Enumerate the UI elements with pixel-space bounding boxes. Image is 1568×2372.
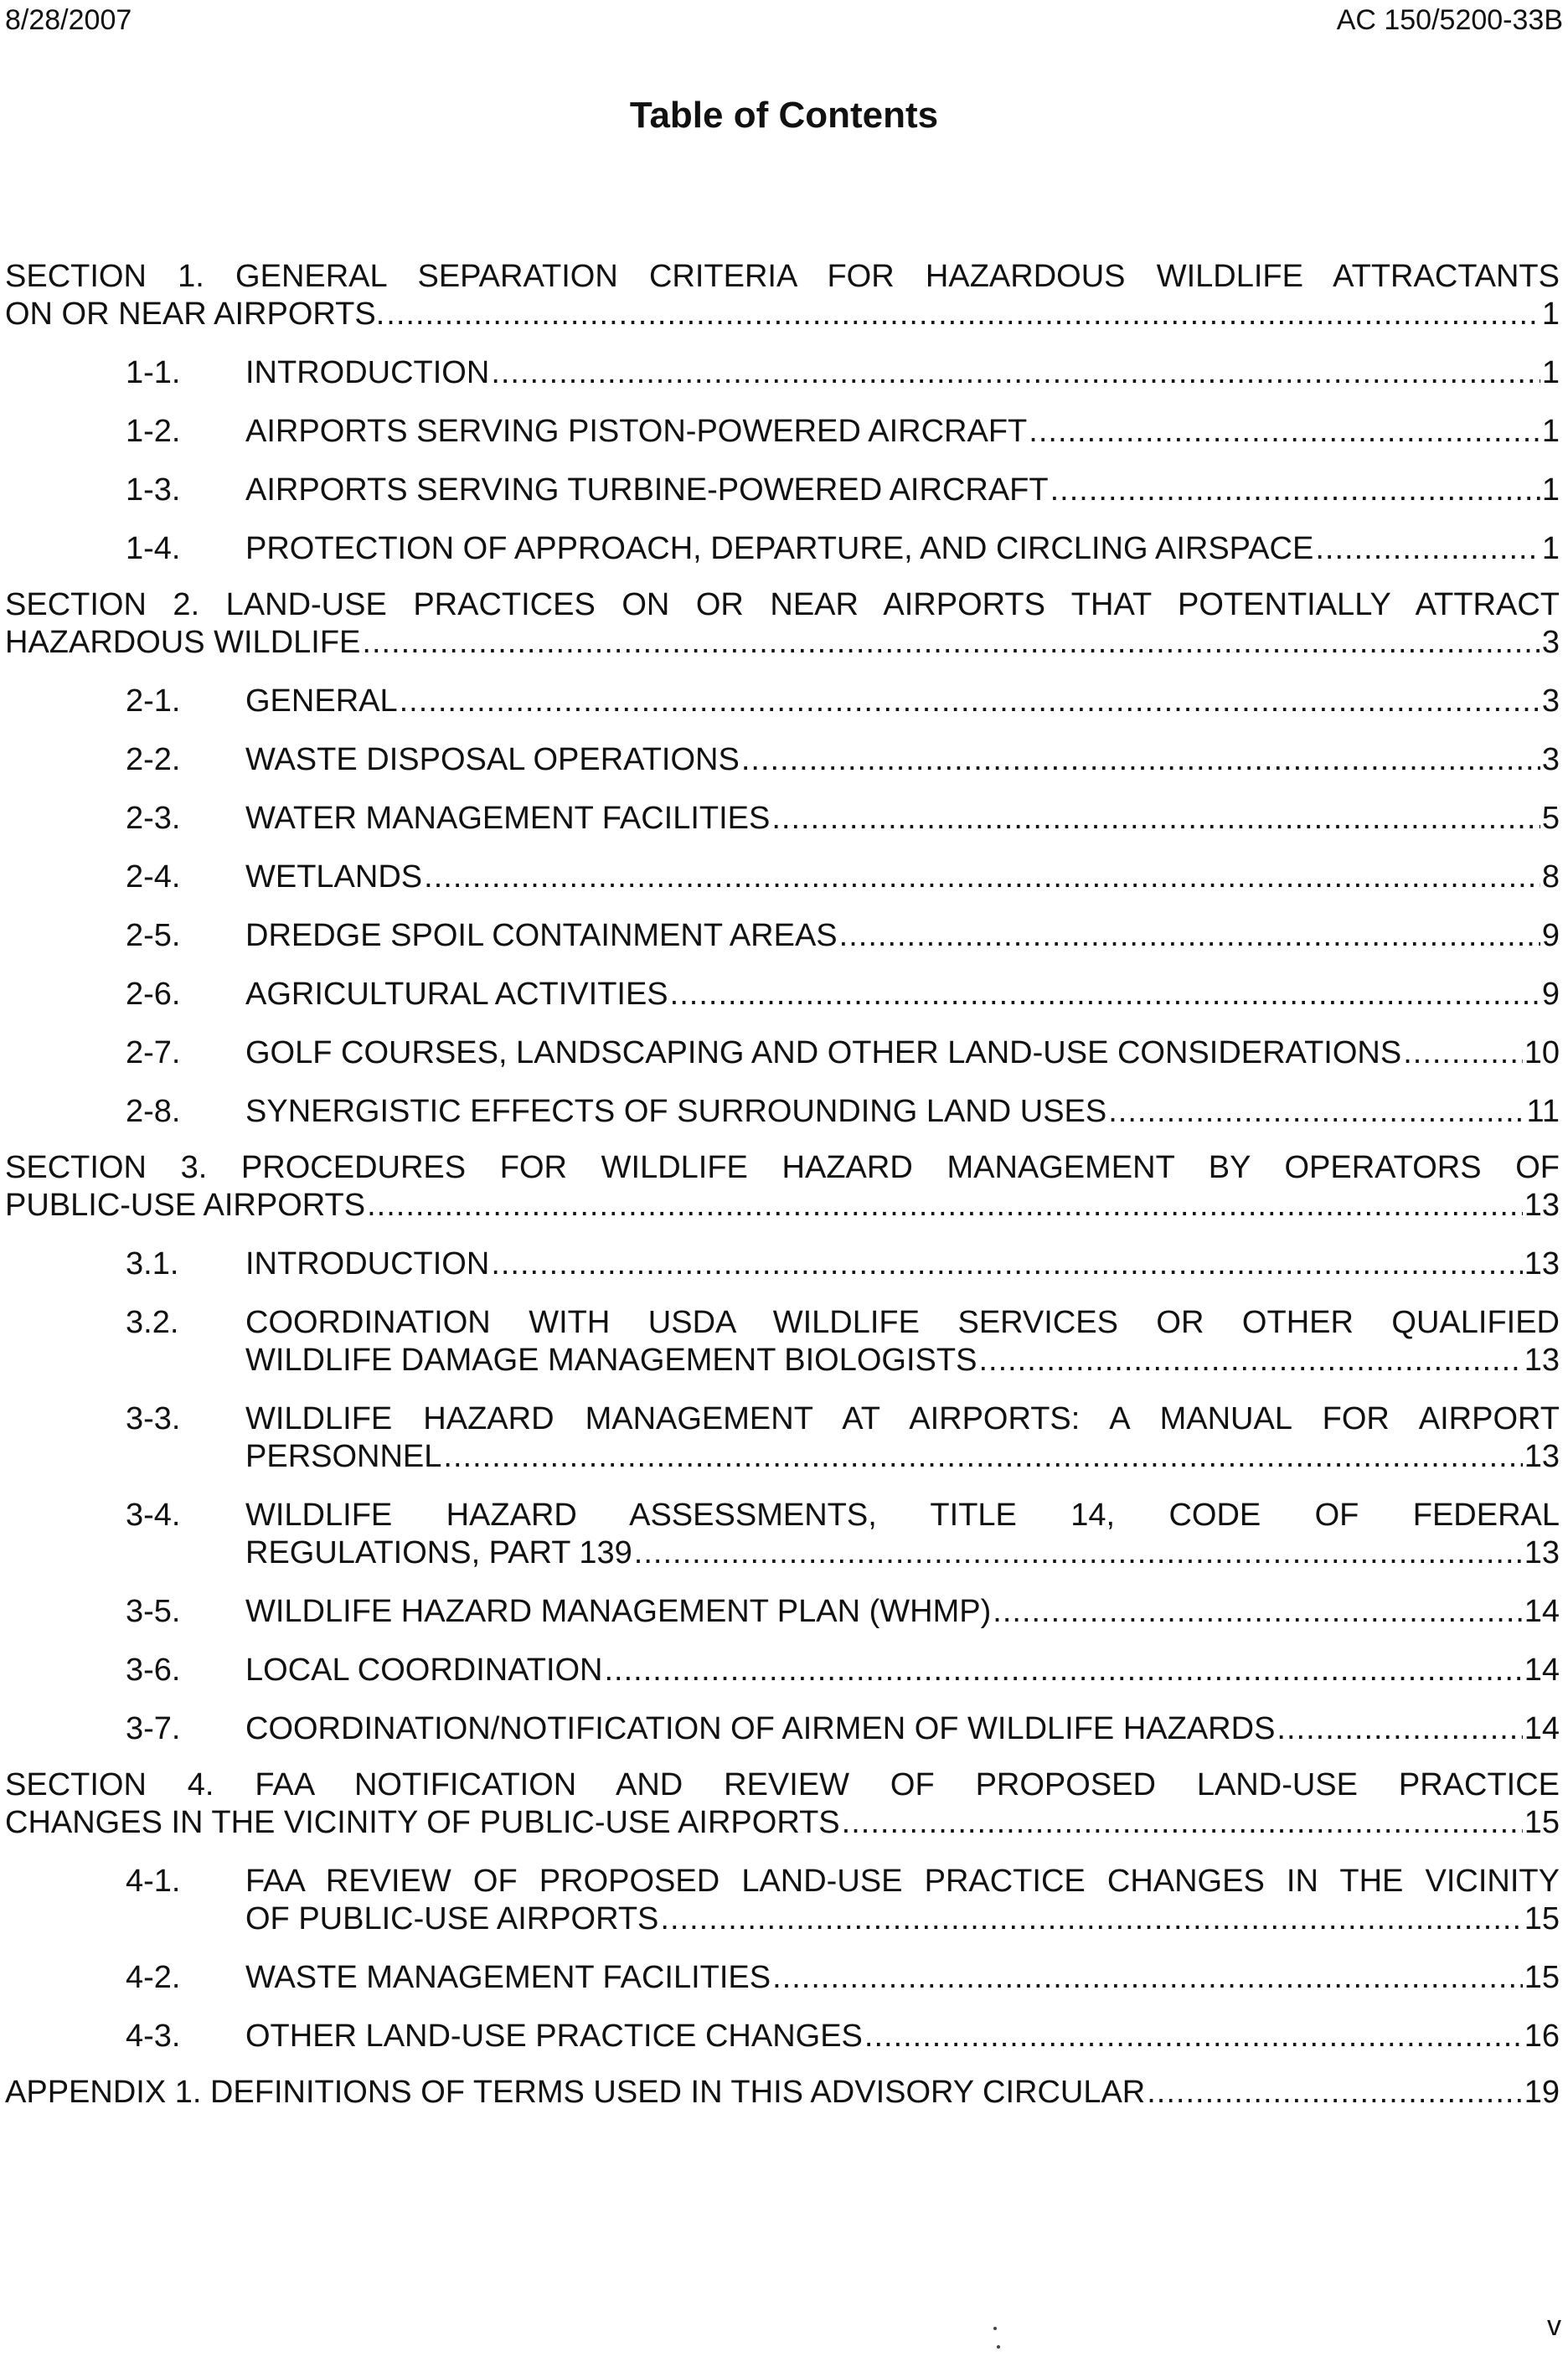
page-ref: 13: [1524, 1246, 1560, 1281]
entry-body: [245, 1863, 1560, 1938]
dot-leader: [1108, 1093, 1524, 1131]
entry-number: 2-7.: [126, 1035, 181, 1070]
toc-section[interactable]: [5, 2074, 1560, 2112]
entry-number: 2-5.: [126, 918, 181, 953]
entry-title-line: WILDLIFE HAZARD ASSESSMENTS, TITLE 14, CODE OF FEDERAL: [245, 1498, 1560, 1533]
page-ref: 15: [1524, 1805, 1560, 1840]
dot-leader: [491, 1245, 1522, 1283]
entry-number: 2-1.: [126, 683, 181, 719]
entry-body: [245, 1304, 1560, 1379]
entry-number: 1-3.: [126, 472, 181, 508]
toc-entry[interactable]: [5, 413, 1560, 451]
page-ref: 1: [1541, 355, 1560, 390]
entry-body: [245, 1245, 1560, 1283]
entry-title-line: [245, 1438, 1560, 1476]
section-title-text: APPENDIX 1. DEFINITIONS OF TERMS USED IN THIS ADVISORY CIRCULAR: [5, 2075, 1146, 2110]
dot-leader: [400, 683, 1540, 720]
section-title-text: PUBLIC-USE AIRPORTS: [5, 1188, 366, 1223]
entry-body: [245, 1959, 1560, 1997]
entry-title-line: [245, 1959, 1560, 1997]
entry-title-line: [245, 1534, 1560, 1572]
entry-title-text: GOLF COURSES, LANDSCAPING AND OTHER LAND-USE CONSIDERATIONS: [245, 1035, 1402, 1070]
entry-title-text: PERSONNEL: [245, 1439, 442, 1474]
entry-title-line: [245, 741, 1560, 779]
section-title-line: SECTION 2. LAND-USE PRACTICES ON OR NEAR AIRPORTS THAT POTENTIALLY ATTRACT: [5, 587, 1560, 622]
section-title-text: ON OR NEAR AIRPORTS.: [5, 296, 385, 332]
toc-entry[interactable]: [5, 1710, 1560, 1748]
entry-title-line: [245, 413, 1560, 451]
toc-entry[interactable]: [5, 1400, 1560, 1476]
dot-leader: [605, 1652, 1523, 1689]
section-title-text: HAZARDOUS WILDLIFE: [5, 625, 361, 660]
entry-title-line: [245, 530, 1560, 568]
entry-title-line: [245, 472, 1560, 509]
entry-title-line: [245, 1245, 1560, 1283]
toc-entry[interactable]: [5, 472, 1560, 509]
dot-leader: [1403, 1034, 1523, 1072]
entry-title-line: [245, 354, 1560, 392]
dot-leader: [634, 1534, 1523, 1572]
entry-title-line: [245, 1593, 1560, 1631]
entry-title-text: GENERAL: [245, 683, 398, 719]
dot-leader: [772, 1959, 1523, 1997]
toc-section[interactable]: [5, 1149, 1560, 1748]
toc-entry[interactable]: [5, 354, 1560, 392]
toc-entry[interactable]: [5, 741, 1560, 779]
toc-entry[interactable]: [5, 683, 1560, 720]
page-ref: 13: [1524, 1188, 1560, 1223]
entry-number: 2-3.: [126, 801, 181, 836]
dot-leader: [491, 354, 1540, 392]
toc-entry[interactable]: [5, 1959, 1560, 1997]
entry-title-text: INTRODUCTION: [245, 355, 490, 390]
entry-title-line: [245, 1710, 1560, 1748]
dot-leader: [670, 976, 1540, 1013]
page-ref: 5: [1541, 801, 1560, 836]
dot-leader: [367, 1187, 1523, 1225]
entry-body: [245, 1593, 1560, 1631]
entry-body: [245, 354, 1560, 392]
dot-leader: [1147, 2074, 1522, 2112]
toc-section[interactable]: [5, 1766, 1560, 2055]
page-ref: 11: [1526, 1094, 1560, 1129]
entry-number: 4-3.: [126, 2019, 181, 2054]
entry-title-line: FAA REVIEW OF PROPOSED LAND-USE PRACTICE CHANGES IN THE VICINITY: [245, 1864, 1560, 1899]
entry-title-line: [245, 1093, 1560, 1131]
entry-number: 1-1.: [126, 355, 181, 390]
entry-title-text: LOCAL COORDINATION: [245, 1653, 603, 1688]
page-ref: 14: [1524, 1653, 1560, 1688]
page-ref: 1: [1541, 414, 1560, 449]
dot-leader: [660, 1900, 1522, 1938]
page-ref: 1: [1541, 531, 1560, 566]
entry-title-line: [245, 1652, 1560, 1689]
page-ref: 3: [1541, 625, 1560, 660]
entry-title-text: WETLANDS: [245, 859, 423, 895]
dot-leader: [1315, 530, 1540, 568]
entry-title-line: [245, 859, 1560, 896]
dot-leader: [993, 1593, 1522, 1631]
dot-leader: [842, 1804, 1523, 1842]
entry-number: 4-2.: [126, 1960, 181, 1995]
section-title-line: SECTION 3. PROCEDURES FOR WILDLIFE HAZARD MANAGEMENT BY OPERATORS OF: [5, 1150, 1560, 1185]
toc-entry[interactable]: [5, 859, 1560, 896]
page-ref: 9: [1541, 977, 1560, 1012]
toc-entry[interactable]: [5, 1093, 1560, 1131]
entry-title-text: WILDLIFE HAZARD MANAGEMENT PLAN (WHMP): [245, 1594, 992, 1629]
page-ref: 15: [1524, 1960, 1560, 1995]
entry-title-line: [245, 1342, 1560, 1379]
header-date: 8/28/2007: [5, 4, 132, 36]
entry-title-text: OF PUBLIC-USE AIRPORTS: [245, 1901, 659, 1936]
entry-number: 1-4.: [126, 531, 181, 566]
toc-section[interactable]: [5, 586, 1560, 1131]
entry-title-text: COORDINATION/NOTIFICATION OF AIRMEN OF WILDLIFE HAZARDS: [245, 1711, 1276, 1746]
dot-leader: [443, 1438, 1522, 1476]
section-title-line: SECTION 1. GENERAL SEPARATION CRITERIA FOR HAZARDOUS WILDLIFE ATTRACTANTS: [5, 259, 1560, 294]
entry-number: 3.1.: [126, 1246, 179, 1281]
entry-title-text: SYNERGISTIC EFFECTS OF SURROUNDING LAND USES: [245, 1094, 1107, 1129]
dot-leader: [864, 2018, 1523, 2055]
table-of-contents: [5, 258, 1560, 2112]
entry-title-line: [245, 976, 1560, 1013]
entry-title-line: [245, 800, 1560, 838]
toc-entry[interactable]: [5, 1593, 1560, 1631]
entry-body: [245, 1652, 1560, 1689]
toc-section[interactable]: [5, 258, 1560, 568]
entry-number: 2-4.: [126, 859, 181, 895]
section-title-line: [5, 1804, 1560, 1842]
toc-entry[interactable]: [5, 800, 1560, 838]
toc-entry[interactable]: [5, 2018, 1560, 2055]
toc-entry[interactable]: [5, 917, 1560, 955]
entry-number: 3-6.: [126, 1653, 181, 1688]
entry-number: 3-7.: [126, 1711, 181, 1746]
entry-title-text: PROTECTION OF APPROACH, DEPARTURE, AND CIRCLING AIRSPACE: [245, 531, 1314, 566]
section-title-text: CHANGES IN THE VICINITY OF PUBLIC-USE AIRPORTS: [5, 1805, 840, 1840]
page-ref: 16: [1524, 2019, 1560, 2054]
entry-body: [245, 2018, 1560, 2055]
entry-number: 3-4.: [126, 1498, 181, 1533]
entry-title-text: AIRPORTS SERVING TURBINE-POWERED AIRCRAFT: [245, 472, 1049, 508]
entry-title-text: AIRPORTS SERVING PISTON-POWERED AIRCRAFT: [245, 414, 1028, 449]
entry-number: 2-8.: [126, 1094, 181, 1129]
page-ref: 9: [1541, 918, 1560, 953]
entry-body: [245, 859, 1560, 896]
section-title-line: [5, 296, 1560, 333]
dot-leader: [386, 296, 1540, 333]
entry-body: [245, 917, 1560, 955]
entry-number: 2-6.: [126, 977, 181, 1012]
page-ref: 13: [1524, 1343, 1560, 1378]
dot-leader: [1050, 472, 1540, 509]
page-ref: 1: [1541, 472, 1560, 508]
entry-body: [245, 1093, 1560, 1131]
entry-body: [245, 1034, 1560, 1072]
entry-title-text: INTRODUCTION: [245, 1246, 490, 1281]
entry-title-text: AGRICULTURAL ACTIVITIES: [245, 977, 668, 1012]
dot-leader: [741, 741, 1540, 779]
toc-entry[interactable]: [5, 1304, 1560, 1379]
section-title-line: [5, 1187, 1560, 1225]
dot-leader: [1029, 413, 1540, 451]
toc-entry[interactable]: [5, 1497, 1560, 1572]
entry-title-line: [245, 917, 1560, 955]
entry-number: 4-1.: [126, 1864, 181, 1899]
entry-title-line: [245, 2018, 1560, 2055]
entry-number: 3-3.: [126, 1401, 181, 1436]
entry-title-text: REGULATIONS, PART 139: [245, 1535, 632, 1570]
page-ref: 13: [1524, 1439, 1560, 1474]
entry-body: [245, 1400, 1560, 1476]
page-ref: 3: [1541, 742, 1560, 777]
page-ref: 15: [1524, 1901, 1560, 1936]
toc-entry[interactable]: [5, 1034, 1560, 1072]
entry-body: [245, 683, 1560, 720]
entry-number: 3-5.: [126, 1594, 181, 1629]
entry-title-line: WILDLIFE HAZARD MANAGEMENT AT AIRPORTS: A MANUAL FOR AIRPORT: [245, 1401, 1560, 1436]
entry-title-text: WASTE MANAGEMENT FACILITIES: [245, 1960, 771, 1995]
page-ref: 14: [1524, 1594, 1560, 1629]
dot-leader: [771, 800, 1540, 838]
page-ref: 8: [1541, 859, 1560, 895]
page-ref: 10: [1524, 1035, 1560, 1070]
toc-entry[interactable]: [5, 530, 1560, 568]
entry-number: 1-2.: [126, 414, 181, 449]
scan-speck: [993, 2327, 997, 2330]
entry-title-text: WATER MANAGEMENT FACILITIES: [245, 801, 771, 836]
section-title-line: [5, 2074, 1560, 2112]
entry-body: [245, 472, 1560, 509]
dot-leader: [839, 917, 1540, 955]
entry-title-text: DREDGE SPOIL CONTAINMENT AREAS: [245, 918, 838, 953]
dot-leader: [1277, 1710, 1522, 1748]
entry-title-line: [245, 1900, 1560, 1938]
toc-entry[interactable]: [5, 976, 1560, 1013]
page-ref: 3: [1541, 683, 1560, 719]
page-title: Table of Contents: [629, 95, 939, 136]
page-ref: 1: [1541, 296, 1560, 332]
scan-speck: [997, 2345, 1000, 2349]
entry-number: 2-2.: [126, 742, 181, 777]
entry-title-text: WILDLIFE DAMAGE MANAGEMENT BIOLOGISTS: [245, 1343, 977, 1378]
section-title-line: [5, 624, 1560, 662]
entry-body: [245, 800, 1560, 838]
section-title-line: SECTION 4. FAA NOTIFICATION AND REVIEW OF PROPOSED LAND-USE PRACTICE: [5, 1767, 1560, 1802]
entry-body: [245, 1710, 1560, 1748]
entry-body: [245, 413, 1560, 451]
entry-title-line: COORDINATION WITH USDA WILDLIFE SERVICES OR OTHER QUALIFIED: [245, 1305, 1560, 1340]
toc-entry[interactable]: [5, 1652, 1560, 1689]
entry-title-text: OTHER LAND-USE PRACTICE CHANGES: [245, 2019, 863, 2054]
page-ref: 19: [1524, 2075, 1560, 2110]
dot-leader: [978, 1342, 1522, 1379]
entry-body: [245, 530, 1560, 568]
entry-body: [245, 1497, 1560, 1572]
entry-title-text: WASTE DISPOSAL OPERATIONS: [245, 742, 740, 777]
toc-entry[interactable]: [5, 1245, 1560, 1283]
header-doc-id: AC 150/5200-33B: [1336, 4, 1563, 36]
page-ref: 14: [1524, 1711, 1560, 1746]
page-ref: 13: [1524, 1535, 1560, 1570]
entry-number: 3.2.: [126, 1305, 179, 1340]
entry-title-line: [245, 683, 1560, 720]
entry-title-line: [245, 1034, 1560, 1072]
page-number: v: [1547, 2310, 1561, 2342]
dot-leader: [362, 624, 1540, 662]
toc-entry[interactable]: [5, 1863, 1560, 1938]
dot-leader: [424, 859, 1540, 896]
entry-body: [245, 741, 1560, 779]
entry-body: [245, 976, 1560, 1013]
